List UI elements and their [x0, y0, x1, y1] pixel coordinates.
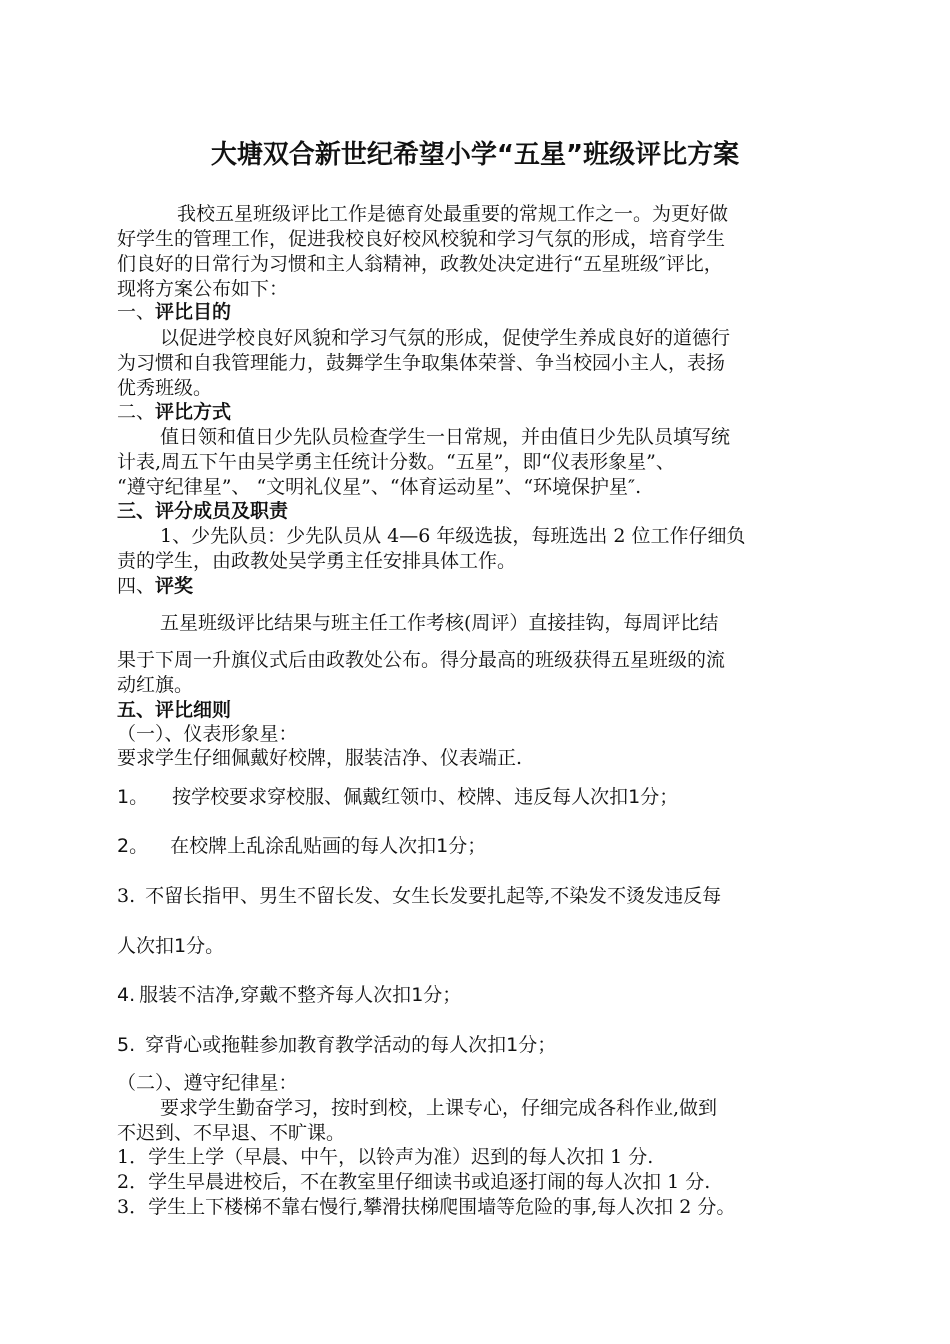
section-heading — [117, 300, 231, 324]
section-number: 四、 — [117, 575, 156, 597]
rule-item — [117, 983, 461, 1007]
rule-unit: 分。 — [186, 935, 225, 957]
rule-points: 1 — [436, 835, 449, 857]
section-heading — [117, 400, 231, 424]
section-title: 评比方式 — [155, 401, 232, 423]
section-heading: 五、评比细则 — [117, 699, 232, 721]
section-number: 一、 — [117, 301, 156, 323]
body-line: 以促进学校良好风貌和学习气氛的形成，促使学生养成良好的道德行 — [160, 327, 731, 349]
body-line: 值日领和值日少先队员检查学生一日常规，并由值日少先队员填写统 — [160, 426, 731, 448]
rule-unit: 分； — [423, 984, 462, 1006]
rule-number: 3. — [117, 885, 136, 907]
section-title: 评奖 — [155, 575, 194, 597]
rule-text: 服装不洁净,穿戴不整齐每人次扣 — [139, 984, 412, 1006]
rule-item — [117, 834, 486, 858]
rule-item: 1．学生上学（早晨、中午，以铃声为准）迟到的每人次扣 1 分. — [117, 1146, 654, 1168]
body-line: 动红旗。 — [117, 674, 194, 696]
rule-item: 3．学生上下楼梯不靠右慢行,攀滑扶梯爬围墙等危险的事,每人次扣 2 分。 — [117, 1196, 736, 1218]
body-line: 不迟到、不早退、不旷课。 — [117, 1122, 346, 1144]
section-number: 二、 — [117, 401, 156, 423]
body-line: 要求学生仔细佩戴好校牌，服装洁净、仪表端正. — [117, 747, 523, 769]
body-line: 责的学生，由政教处吴学勇主任安排具体工作。 — [117, 550, 517, 572]
body-line: 1、少先队员：少先队员从 4—6 年级选拔，每班选出 2 位工作仔细负 — [160, 525, 746, 547]
body-line: 计表,周五下午由吴学勇主任统计分数。“五星”，即“仪表形象星”、 — [117, 451, 675, 473]
rule-text: 人次扣 — [117, 935, 175, 957]
rule-item — [117, 1033, 556, 1057]
rule-text: 按学校要求穿校服、佩戴红领巾、校牌、违反每人次扣 — [172, 786, 629, 808]
rule-item — [117, 884, 721, 908]
body-line: 要求学生勤奋学习，按时到校，上课专心，仔细完成各科作业,做到 — [160, 1097, 718, 1119]
rule-text: 不留长指甲、男生不留长发、女生长发要扎起等,不染发不烫发违反每 — [145, 885, 722, 907]
rule-points: 1 — [628, 786, 641, 808]
rule-points: 1 — [174, 935, 187, 957]
rule-unit: 分； — [518, 1034, 557, 1056]
rule-points: 1 — [506, 1034, 519, 1056]
subsection-title: （二）、遵守纪律星： — [117, 1072, 298, 1094]
rule-number: 4. — [117, 984, 136, 1006]
section-heading: 三、评分成员及职责 — [117, 500, 289, 522]
rule-number: 1。 — [117, 786, 149, 808]
rule-unit: 分； — [448, 835, 487, 857]
subsection-title: （一）、仪表形象星： — [117, 723, 298, 745]
rule-item-continued — [117, 934, 224, 958]
intro-line: 我校五星班级评比工作是德育处最重要的常规工作之一。为更好做 — [177, 203, 729, 225]
rule-text: 穿背心或拖鞋参加教育教学活动的每人次扣 — [145, 1034, 507, 1056]
section-title: 评比目的 — [155, 301, 232, 323]
document-title: 大塘双合新世纪希望小学“五星”班级评比方案 — [210, 140, 740, 170]
rule-number: 2。 — [117, 835, 149, 857]
intro-line: 好学生的管理工作，促进我校良好校风校貌和学习气氛的形成，培育学生 — [117, 228, 726, 250]
rule-text: 在校牌上乱涂乱贴画的每人次扣 — [170, 835, 437, 857]
body-line: 五星班级评比结果与班主任工作考核(周评）直接挂钩，每周评比结 — [160, 612, 719, 634]
intro-line: 现将方案公布如下： — [117, 278, 289, 300]
body-line: “遵守纪律星”、 “文明礼仪星”、“体育运动星”、“环境保护星″. — [117, 476, 642, 498]
body-line: 为习惯和自我管理能力，鼓舞学生争取集体荣誉、争当校园小主人，表扬 — [117, 352, 726, 374]
intro-line: 们良好的日常行为习惯和主人翁精神，政教处决定进行“五星班级″评比， — [117, 253, 723, 275]
rule-item — [117, 785, 678, 809]
body-line: 果于下周一升旗仪式后由政教处公布。得分最高的班级获得五星班级的流 — [117, 649, 726, 671]
rule-points: 1 — [411, 984, 424, 1006]
rule-item: 2．学生早晨进校后，不在教室里仔细读书或追逐打闹的每人次扣 1 分. — [117, 1171, 711, 1193]
rule-number: 5. — [117, 1034, 136, 1056]
section-heading — [117, 574, 193, 598]
body-line: 优秀班级。 — [117, 377, 213, 399]
rule-unit: 分； — [640, 786, 679, 808]
